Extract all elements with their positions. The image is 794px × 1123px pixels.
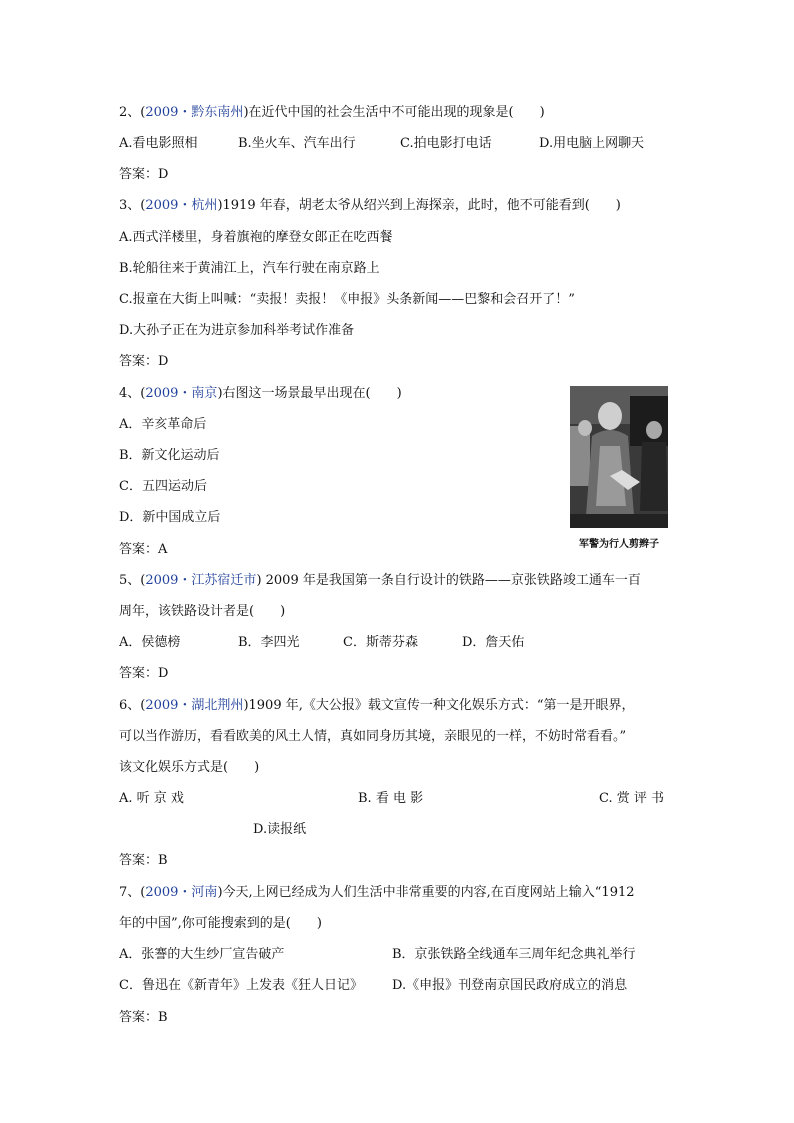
- q7-answer: 答案：B: [119, 1010, 168, 1025]
- q4-source: 2009・南京: [145, 386, 218, 401]
- q4-option-a: A．辛亥革命后: [119, 417, 207, 432]
- q3-stem: 3、(2009・杭州)1919 年春，胡老太爷从绍兴到上海探亲，此时，他不可能看到( ): [119, 198, 621, 213]
- q3-answer: 答案：D: [119, 354, 169, 369]
- q5-stem-line2: 周年，该铁路设计者是( ): [119, 604, 286, 619]
- q4-stem: 4、(2009・南京)右图这一场景最早出现在( ): [119, 386, 402, 401]
- q2-source: 2009・黔东南州: [145, 105, 244, 120]
- q5-answer: 答案：D: [119, 666, 169, 681]
- q7-option-b: B．京张铁路全线通车三周年纪念典礼举行: [392, 947, 636, 962]
- historical-photo: [570, 386, 668, 528]
- q5-source: 2009・江苏宿迁市: [145, 573, 257, 588]
- q7-option-a: A．张謇的大生纱厂宣告破产: [119, 947, 285, 962]
- q3-option-b: B.轮船往来于黄浦江上，汽车行驶在南京路上: [119, 261, 380, 276]
- q6-stem-line2: 可以当作游历，看看欧美的风土人情，真如同身历其境，亲眼见的一样，不妨时常看看。”: [119, 729, 627, 744]
- q3-option-c: C.报童在大街上叫喊：“卖报！卖报！《申报》头条新闻——巴黎和会召开了！”: [119, 292, 575, 307]
- q7-option-c: C．鲁迅在《新青年》上发表《狂人日记》: [119, 978, 363, 993]
- q5-stem: 5、(2009・江苏宿迁市) 2009 年是我国第一条自行设计的铁路——京张铁路竣工通车一百: [119, 573, 641, 588]
- q6-options: [119, 790, 679, 808]
- q5-option-b: B．李四光: [238, 635, 300, 650]
- q5-option-c: C．斯蒂芬森: [343, 635, 418, 650]
- q4-option-d: D．新中国成立后: [119, 510, 221, 525]
- q5-options: [119, 634, 679, 652]
- photo-illustration: [570, 386, 668, 528]
- q2-option-b: B.坐火车、汽车出行: [238, 136, 356, 151]
- q6-option-c: C. 赏 评 书: [599, 791, 665, 806]
- q4-option-c: C．五四运动后: [119, 479, 207, 494]
- q5-option-a: A．侯德榜: [119, 635, 181, 650]
- q6-option-a: A. 听 京 戏: [119, 791, 184, 806]
- q4-option-b: B．新文化运动后: [119, 448, 220, 463]
- q3-source: 2009・杭州: [145, 198, 218, 213]
- q7-stem: 7、(2009・河南)今天,上网已经成为人们生活中非常重要的内容,在百度网站上输入“1912: [119, 885, 635, 900]
- q6-source: 2009・湖北荆州: [145, 698, 244, 713]
- q2-option-a: A.看电影照相: [119, 136, 198, 151]
- q5-option-d: D．詹天佑: [462, 635, 525, 650]
- q6-answer: 答案：B: [119, 853, 168, 868]
- q3-option-d: D.大孙子正在为进京参加科举考试作准备: [119, 323, 355, 338]
- q2-answer: 答案：D: [119, 167, 169, 182]
- q6-option-b: B. 看 电 影: [358, 791, 424, 806]
- q4-answer: 答案：A: [119, 542, 168, 557]
- q7-source: 2009・河南: [145, 885, 218, 900]
- q7-options-row1: [119, 946, 679, 964]
- q7-stem-line2: 年的中国”,你可能搜索到的是( ): [119, 916, 322, 931]
- q6-stem: 6、(2009・湖北荆州)1909 年,《大公报》载文宣传一种文化娱乐方式：“第一是开眼界，: [119, 698, 635, 713]
- q2-option-d: D.用电脑上网聊天: [539, 136, 645, 151]
- q6-option-d: D.读报纸: [253, 822, 307, 837]
- q2-options: [119, 135, 679, 153]
- q7-options-row2: [119, 977, 679, 995]
- q2-stem: 2、(2009・黔东南州)在近代中国的社会生活中不可能出现的现象是( ): [119, 105, 545, 120]
- q2-option-c: C.拍电影打电话: [400, 136, 492, 151]
- q7-option-d: D.《申报》刊登南京国民政府成立的消息: [392, 978, 628, 993]
- q3-option-a: A.西式洋楼里，身着旗袍的摩登女郎正在吃西餐: [119, 230, 393, 245]
- q6-stem-line3: 该文化娱乐方式是( ): [119, 760, 260, 775]
- photo-caption: 军警为行人剪辫子: [579, 539, 659, 550]
